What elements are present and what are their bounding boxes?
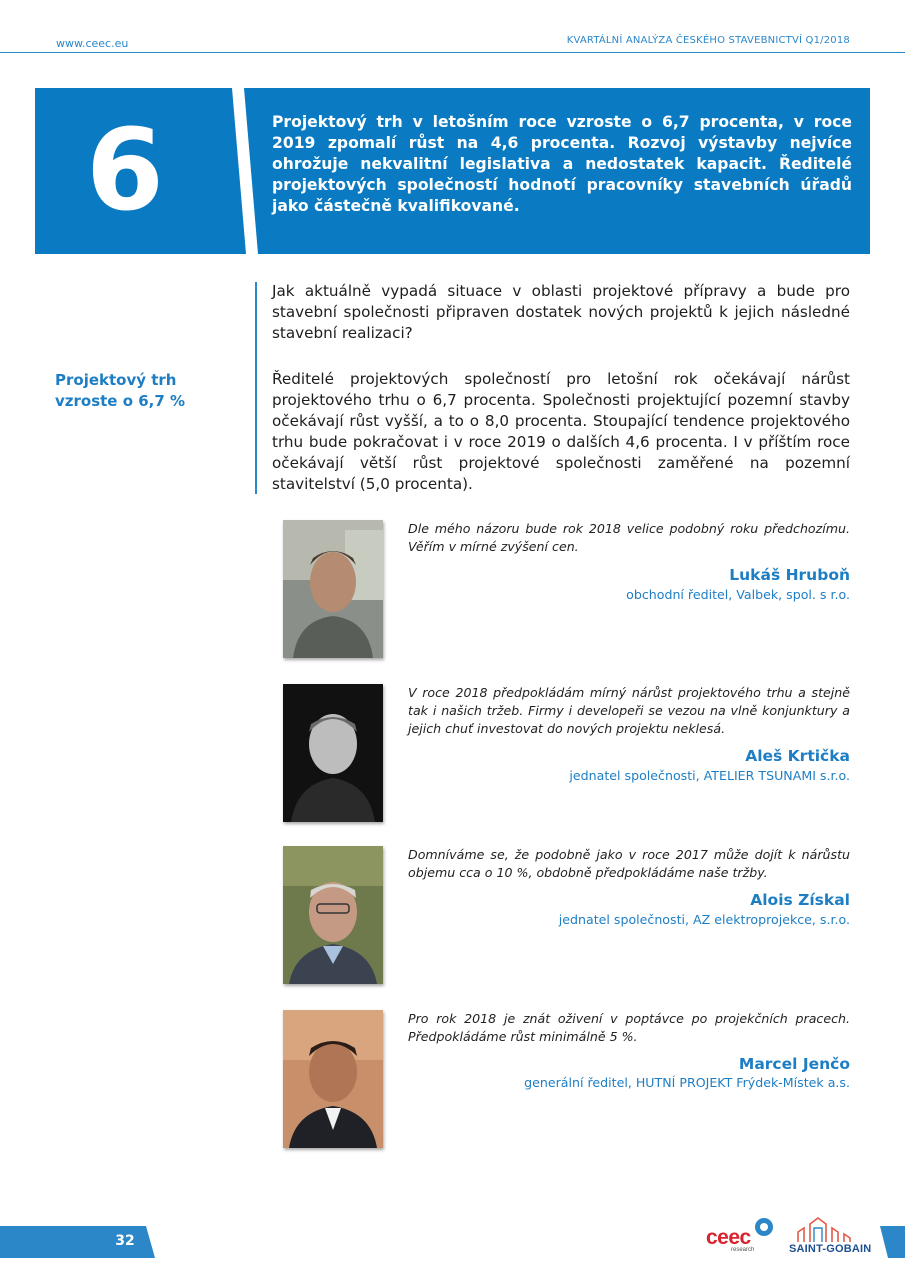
quote-block — [283, 1010, 850, 1148]
quote-text: Pro rok 2018 je znát oživení v poptávce po projekčních pracech. Předpokládáme růst minimálně 5 %. — [408, 1011, 850, 1044]
header-title: KVARTÁLNÍ ANALÝZA ČESKÉHO STAVEBNICTVÍ Q1/2018 — [566, 35, 850, 46]
quote-author-name: Aleš Krtička — [745, 747, 850, 765]
quote-author-role: obchodní ředitel, Valbek, spol. s r.o. — [626, 587, 850, 602]
ceec-logo-subtext: research — [731, 1247, 755, 1253]
intro-paragraph: Jak aktuálně vypadá situace v oblasti projektové přípravy a bude pro stavební společnosti připraven dostatek nových projektů k jejich následné stavební realizaci? — [272, 282, 850, 342]
chapter-number: 6 — [86, 106, 164, 236]
quote-text: V roce 2018 předpokládám mírný nárůst projektového trhu a stejně tak i našich tržeb. Firmy i developeři se vezou na vlně konjunktury a jejich chuť investovat do nových projektu neklesá. — [408, 685, 850, 736]
quote-block — [283, 684, 850, 822]
quote-text: Dle mého názoru bude rok 2018 velice podobný roku předchozímu. Věřím v mírné zvýšení cen. — [408, 521, 850, 554]
quote-author-role: generální ředitel, HUTNÍ PROJEKT Frýdek-Místek a.s. — [524, 1075, 850, 1090]
header-divider — [0, 52, 905, 53]
ceec-logo-text: ceec — [706, 1226, 751, 1249]
quote-block — [283, 846, 850, 984]
quote-author-name: Alois Získal — [750, 891, 850, 909]
quote-author-role: jednatel společnosti, ATELIER TSUNAMI s.r.o. — [569, 768, 850, 783]
portrait-photo — [283, 1010, 383, 1148]
quote-author-name: Marcel Jenčo — [738, 1055, 850, 1073]
portrait-photo — [283, 684, 383, 822]
body-paragraph: Ředitelé projektových společností pro letošní rok očekávají nárůst projektového trhu o 6,7 procenta. Společnosti projektující pozemní stavby očekávají růst vyšší, a to o 8,0 procenta. Stoupající tendence projektového trhu bude pokračovat i v roce 2019 o dalších 4,6 procenta. I v příštím roce očekávají větší růst projektové společnosti zaměřené na pozemní stavitelství (5,0 procenta). — [272, 370, 850, 493]
quote-block — [283, 520, 850, 658]
quote-author-role: jednatel společnosti, AZ elektroprojekce, s.r.o. — [558, 912, 850, 927]
header-url[interactable]: www.ceec.eu — [56, 37, 129, 50]
headline-text: Projektový trh v letošním roce vzroste o 6,7 procenta, v roce 2019 zpomalí růst na 4,6 procenta. Rozvoj výstavby nejvíce ohrožuje nekvalitní legislativa a nedostatek kapacit. Ředitelé projektových společností hodnotí pracovníky stavebních úřadů jako částečně kvalifikované. — [272, 113, 852, 215]
portrait-photo — [283, 520, 383, 658]
footer-accent-bar — [880, 1226, 905, 1258]
portrait-photo — [283, 846, 383, 984]
saint-gobain-logo-text: SAINT-GOBAIN — [789, 1243, 872, 1255]
side-label: Projektový trh vzroste o 6,7 % — [55, 371, 186, 410]
quote-text: Domníváme se, že podobně jako v roce 2017 může dojít k nárůstu objemu cca o 10 %, obdobně předpokládáme naše tržby. — [408, 847, 850, 880]
quote-author-name: Lukáš Hruboň — [729, 566, 850, 584]
side-divider — [255, 282, 257, 494]
page-number: 32 — [115, 1233, 135, 1249]
